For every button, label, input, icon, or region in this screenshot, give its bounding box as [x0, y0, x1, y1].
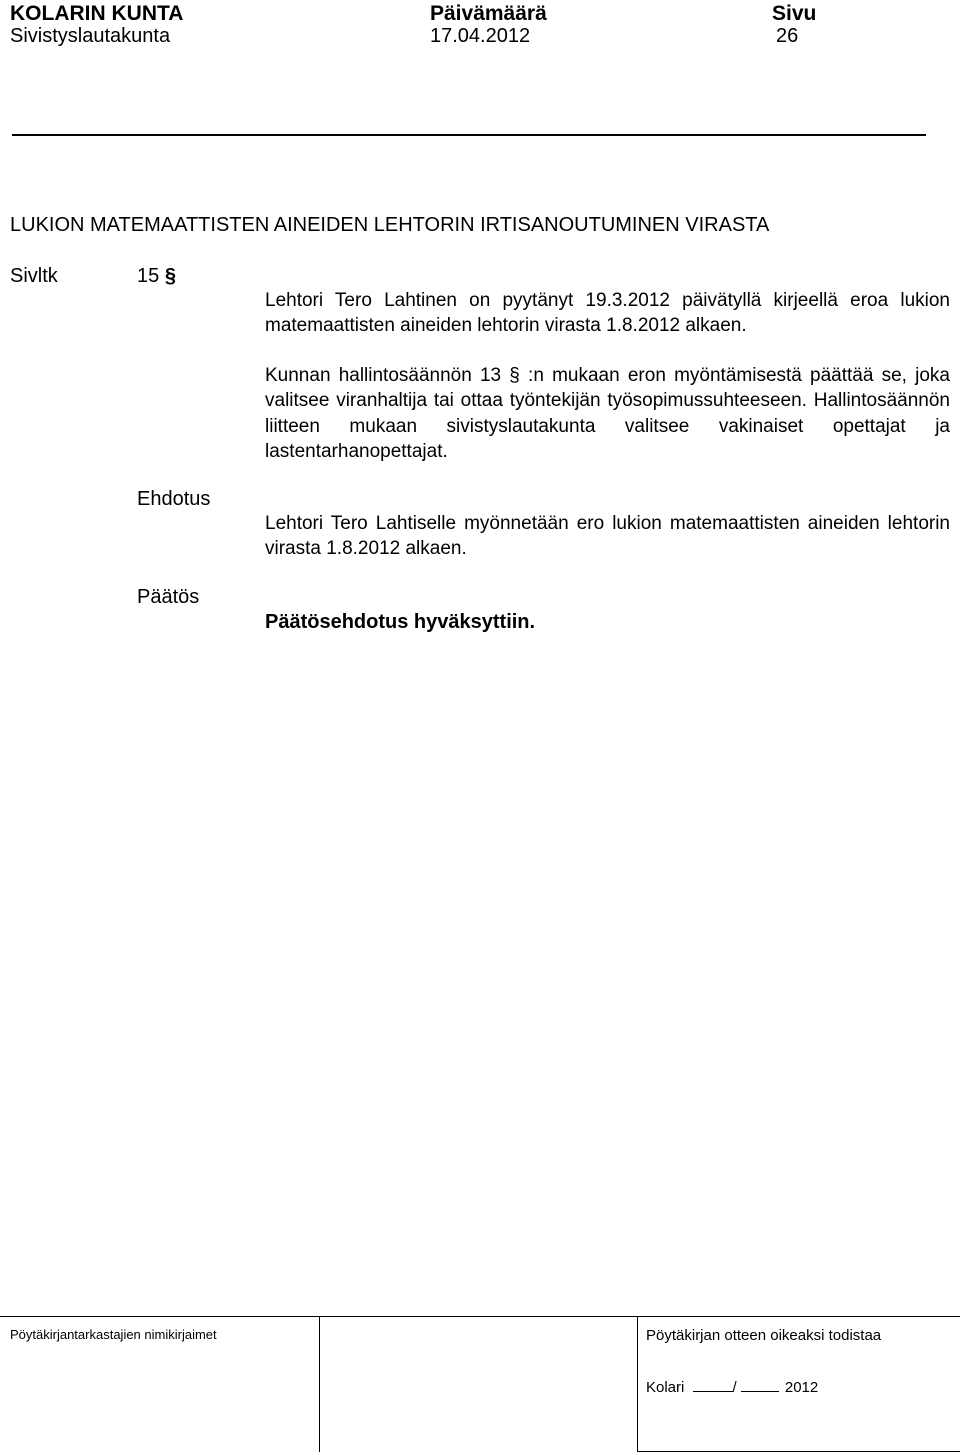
proposal-label: Ehdotus: [137, 488, 211, 510]
section-number-value: 15: [137, 265, 160, 287]
department: Sivistyslautakunta: [10, 25, 171, 47]
footer-month-blank: [741, 1377, 779, 1392]
footer-divider-left: [319, 1316, 320, 1452]
footer-initials-label: Pöytäkirjantarkastajien nimikirjaimet: [10, 1327, 217, 1342]
intro-paragraph: Lehtori Tero Lahtinen on pyytänyt 19.3.2012 päivätyllä kirjeellä eroa lukion matemaattisten aineiden lehtorin virasta 1.8.2012 alkaen.: [265, 290, 950, 337]
section-body: Sivltk: [10, 265, 58, 287]
footer-day-blank: [693, 1377, 733, 1392]
footer-signature-line: [646, 1377, 818, 1397]
footer-place: Kolari: [646, 1379, 685, 1396]
section-number: [137, 264, 176, 288]
footer-certify-label: Pöytäkirjan otteen oikeaksi todistaa: [646, 1327, 882, 1344]
page-number: 26: [776, 25, 799, 47]
section-sign: §: [164, 265, 176, 287]
footer-top-rule: [0, 1316, 960, 1317]
footer-bottom-rule: [638, 1451, 960, 1452]
footer-year: 2012: [784, 1379, 819, 1396]
org-name: KOLARIN KUNTA: [10, 2, 184, 25]
header-rule: [12, 134, 926, 136]
page-label: Sivu: [772, 2, 817, 25]
decision-text: Päätösehdotus hyväksyttiin.: [265, 611, 536, 633]
decision-label: Päätös: [137, 586, 200, 608]
date-label: Päivämäärä: [430, 2, 547, 25]
footer-slash: /: [732, 1379, 737, 1396]
proposal-paragraph: Lehtori Tero Lahtiselle myönnetään ero lukion matemaattisten aineiden lehtorin virasta 1.8.2012 alkaen.: [265, 513, 950, 560]
footer-divider-right: [637, 1316, 638, 1452]
date-value: 17.04.2012: [430, 25, 531, 47]
document-title: LUKION MATEMAATTISTEN AINEIDEN LEHTORIN IRTISANOUTUMINEN VIRASTA: [10, 214, 770, 236]
rules-paragraph: Kunnan hallintosäännön 13 § :n mukaan eron myöntämisestä päättää se, joka valitsee viranhaltija tai ottaa työntekijän työsopimussuhteeseen. Hallintosäännön liitteen mukaan sivistyslautakunta valitsee vakinaiset opettajat ja lastentarhanopettajat.: [265, 365, 950, 463]
